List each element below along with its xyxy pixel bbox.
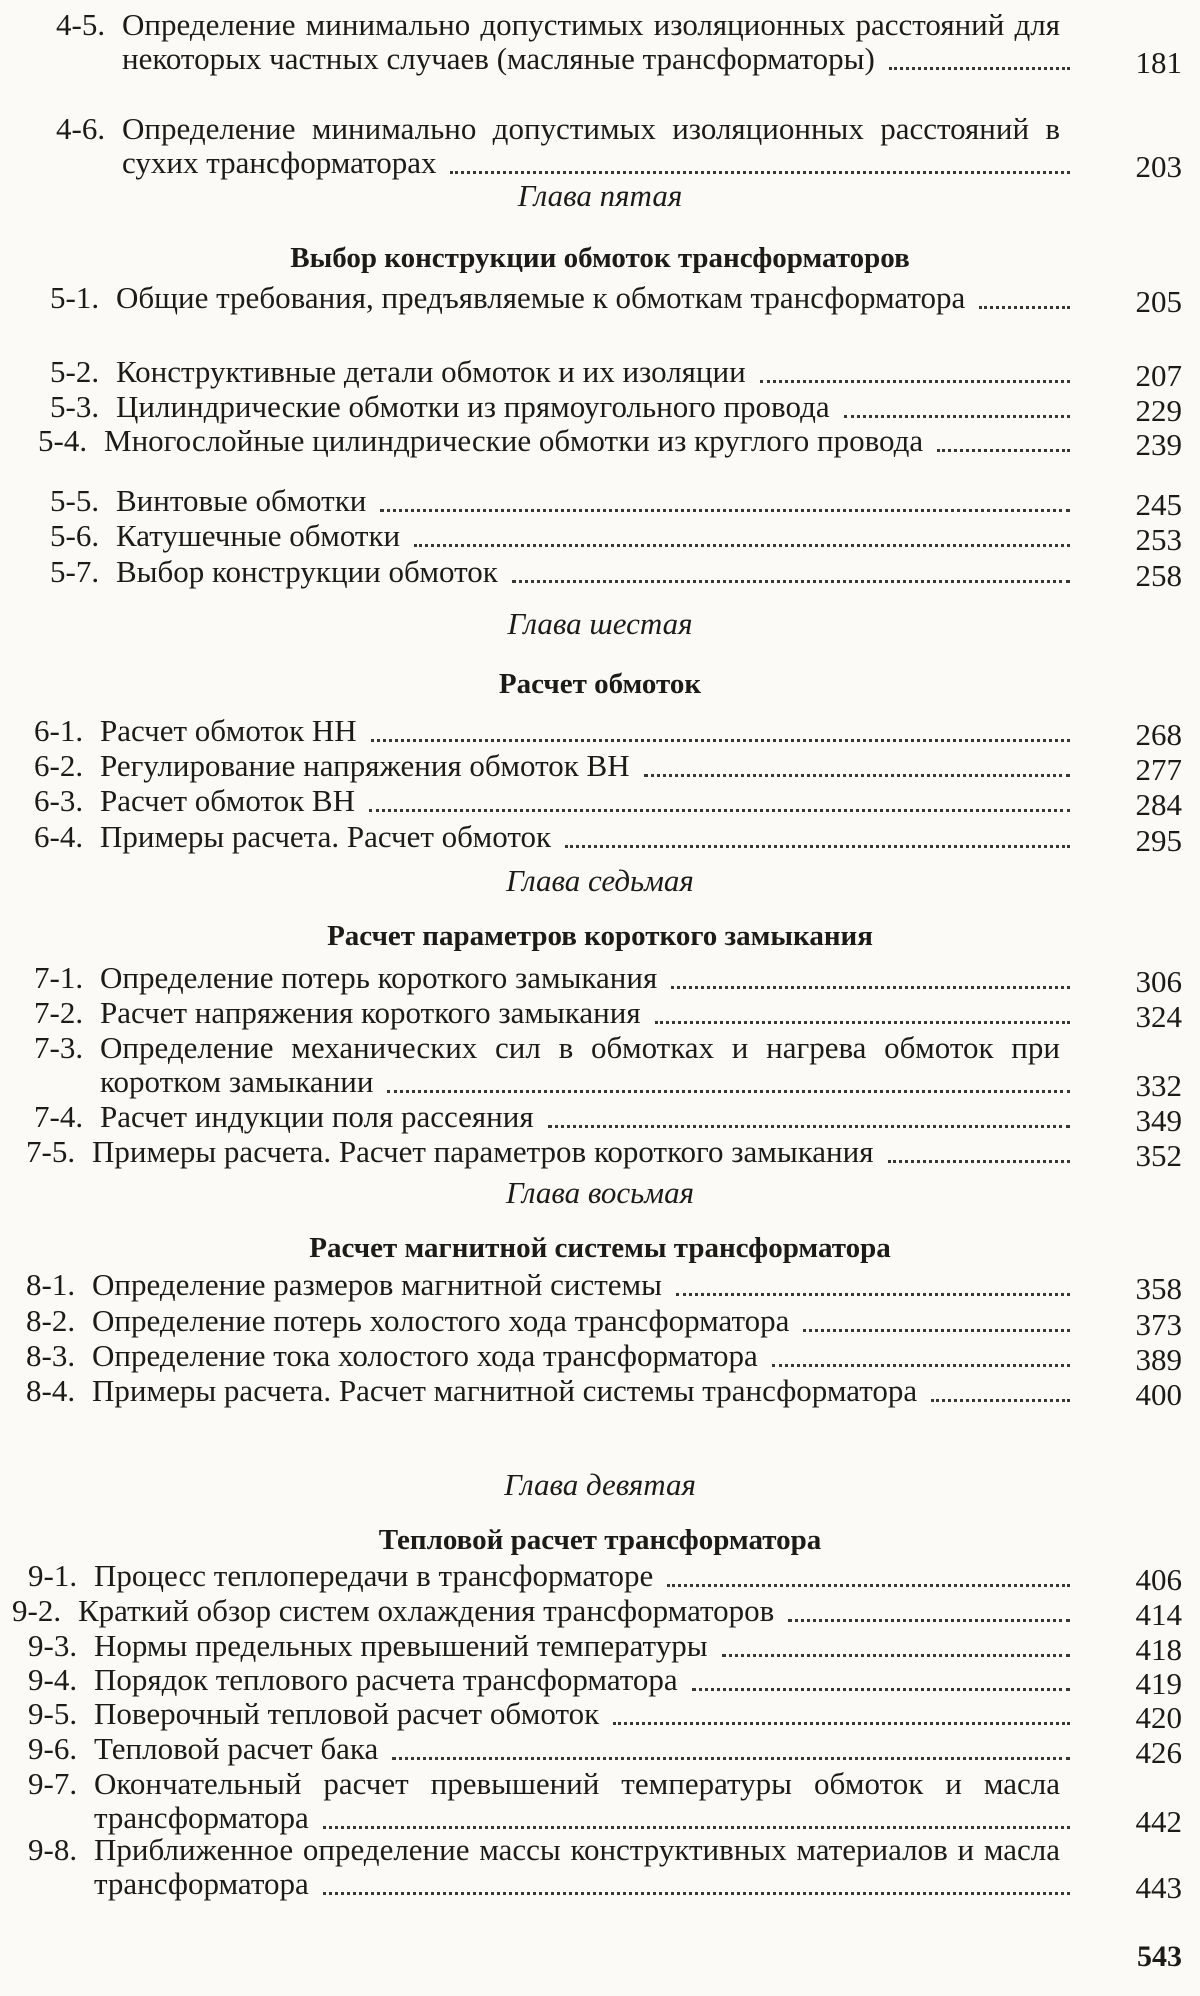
entry-number: 5-5.: [50, 483, 100, 518]
entry-page: 207: [1135, 358, 1182, 393]
entry-number: 8-4.: [26, 1373, 76, 1408]
entry-title: Расчет индукции поля рассеяния: [100, 1099, 534, 1134]
entry-page: 295: [1135, 823, 1182, 858]
dot-leader: [450, 171, 1070, 174]
entry-number: 5-3.: [50, 389, 100, 424]
dot-leader: [722, 1654, 1070, 1657]
entry-page: 426: [1135, 1735, 1182, 1770]
entry-number: 7-1.: [34, 960, 84, 995]
dot-leader: [671, 986, 1070, 989]
entry-number: 7-3.: [34, 1030, 84, 1065]
entry-number: 9-4.: [28, 1662, 78, 1697]
chapter-label: Глава восьмая: [506, 1175, 694, 1210]
entry-title: Определение потерь короткого замыкания: [100, 960, 658, 995]
dot-leader: [889, 67, 1070, 70]
dot-leader: [937, 449, 1070, 452]
entry-page: 352: [1135, 1138, 1182, 1173]
entry-page: 406: [1135, 1562, 1182, 1597]
entry-title: Окончательный расчет превышений температуры обмоток и масла трансформатора: [94, 1766, 1060, 1835]
entry-number: 7-4.: [34, 1099, 84, 1134]
chapter-label: Глава девятая: [504, 1467, 696, 1502]
dot-leader: [380, 509, 1070, 512]
chapter-title: Тепловой расчет трансформатора: [378, 1524, 822, 1556]
entry-page: 239: [1135, 427, 1182, 462]
entry-number: 4-6.: [56, 111, 106, 146]
entry-number: 9-5.: [28, 1696, 78, 1731]
dot-leader: [323, 1892, 1070, 1895]
entry-title: Примеры расчета. Расчет магнитной системы трансформатора: [92, 1373, 918, 1408]
entry-page: 181: [1135, 45, 1182, 80]
entry-title: Порядок теплового расчета трансформатора: [94, 1662, 678, 1697]
entry-number: 6-2.: [34, 748, 84, 783]
chapter-title: Расчет обмоток: [498, 668, 702, 700]
entry-page: 258: [1135, 558, 1182, 593]
entry-title: Тепловой расчет бака: [94, 1731, 379, 1766]
entry-page: 419: [1135, 1666, 1182, 1701]
entry-number: 8-1.: [26, 1267, 76, 1302]
entry-title: Многослойные цилиндрические обмотки из круглого провода: [104, 423, 924, 458]
entry-page: 389: [1135, 1342, 1182, 1377]
entry-page: 349: [1135, 1103, 1182, 1138]
entry-title: Примеры расчета. Расчет обмоток: [100, 819, 552, 854]
dot-leader: [644, 774, 1070, 777]
entry-number: 9-7.: [28, 1766, 78, 1801]
entry-page: 203: [1135, 149, 1182, 184]
dot-leader: [414, 544, 1070, 547]
entry-title: Определение механических сил в обмотках и нагрева обмоток при коротком замыкании: [100, 1030, 1060, 1099]
entry-title: Конструктивные детали обмоток и их изоляции: [116, 354, 746, 389]
entry-number: 5-2.: [50, 354, 100, 389]
entry-page: 358: [1135, 1271, 1182, 1306]
dot-leader: [844, 415, 1070, 418]
dot-leader: [512, 580, 1070, 583]
entry-page: 373: [1135, 1307, 1182, 1342]
page-number: 543: [1137, 1940, 1182, 1973]
entry-number: 9-8.: [28, 1832, 78, 1867]
chapter-label: Глава седьмая: [506, 863, 694, 898]
dot-leader: [979, 306, 1070, 309]
entry-page: 253: [1135, 522, 1182, 557]
entry-title: Расчет обмоток ВН: [100, 783, 355, 818]
entry-title: Процесс теплопередачи в трансформаторе: [94, 1558, 654, 1593]
entry-number: 6-1.: [34, 713, 84, 748]
entry-page: 418: [1135, 1632, 1182, 1667]
entry-number: 8-2.: [26, 1303, 76, 1338]
entry-title: Винтовые обмотки: [116, 483, 367, 518]
dot-leader: [371, 739, 1070, 742]
entry-page: 277: [1135, 752, 1182, 787]
entry-number: 5-1.: [50, 280, 100, 315]
entry-title: Приближенное определение массы конструктивных материалов и масла трансформатора: [94, 1832, 1060, 1901]
entry-title: Определение минимально допустимых изоляционных расстояний для некоторых частных случаев (масляные трансформаторы): [122, 7, 1060, 76]
dot-leader: [788, 1619, 1070, 1622]
entry-number: 8-3.: [26, 1338, 76, 1373]
dot-leader: [369, 809, 1070, 812]
entry-number: 9-6.: [28, 1731, 78, 1766]
entry-title: Расчет напряжения короткого замыкания: [100, 995, 641, 1030]
entry-number: 4-5.: [56, 7, 106, 42]
entry-title: Краткий обзор систем охлаждения трансформаторов: [78, 1593, 775, 1628]
entry-title: Регулирование напряжения обмоток ВН: [100, 748, 630, 783]
dot-leader: [772, 1364, 1070, 1367]
entry-page: 284: [1135, 787, 1182, 822]
chapter-title: Расчет магнитной системы трансформатора: [309, 1232, 891, 1264]
entry-number: 9-1.: [28, 1558, 78, 1593]
entry-page: 229: [1135, 393, 1182, 428]
entry-number: 5-6.: [50, 518, 100, 553]
entry-number: 6-4.: [34, 819, 84, 854]
entry-title: Нормы предельных превышений температуры: [94, 1628, 708, 1663]
entry-page: 245: [1135, 487, 1182, 522]
entry-page: 400: [1135, 1377, 1182, 1412]
entry-number: 9-3.: [28, 1628, 78, 1663]
entry-title: Определение тока холостого хода трансформатора: [92, 1338, 758, 1373]
entry-title: Определение размеров магнитной системы: [92, 1267, 663, 1302]
entry-page: 332: [1135, 1068, 1182, 1103]
entry-title: Выбор конструкции обмоток: [116, 554, 498, 589]
entry-title: Определение минимально допустимых изоляционных расстояний в сухих трансформаторах: [122, 111, 1060, 180]
entry-page: 268: [1135, 717, 1182, 752]
entry-number: 9-2.: [12, 1593, 62, 1628]
entry-title: Определение потерь холостого хода трансформатора: [92, 1303, 790, 1338]
entry-number: 5-4.: [38, 423, 88, 458]
dot-leader: [931, 1399, 1070, 1402]
dot-leader: [667, 1584, 1070, 1587]
dot-leader: [655, 1021, 1070, 1024]
entry-page: 420: [1135, 1700, 1182, 1735]
entry-title: Примеры расчета. Расчет параметров короткого замыкания: [92, 1134, 874, 1169]
chapter-title: Расчет параметров короткого замыкания: [327, 920, 873, 952]
entry-number: 5-7.: [50, 554, 100, 589]
entry-page: 414: [1135, 1597, 1182, 1632]
dot-leader: [676, 1293, 1070, 1296]
entry-page: 324: [1135, 999, 1182, 1034]
dot-leader: [613, 1722, 1070, 1725]
entry-title: Цилиндрические обмотки из прямоугольного провода: [116, 389, 830, 424]
dot-leader: [803, 1329, 1070, 1332]
chapter-title: Выбор конструкции обмоток трансформаторов: [290, 242, 910, 274]
entry-page: 306: [1135, 964, 1182, 999]
entry-page: 443: [1135, 1870, 1182, 1905]
entry-title: Общие требования, предъявляемые к обмоткам трансформатора: [116, 280, 966, 315]
chapter-label: Глава шестая: [507, 606, 693, 641]
chapter-label: Глава пятая: [517, 178, 683, 213]
entry-title: Расчет обмоток НН: [100, 713, 357, 748]
entry-page: 442: [1135, 1804, 1182, 1839]
dot-leader: [323, 1826, 1070, 1829]
dot-leader: [760, 380, 1070, 383]
dot-leader: [387, 1090, 1070, 1093]
entry-number: 7-5.: [26, 1134, 76, 1169]
entry-title: Катушечные обмотки: [116, 518, 401, 553]
dot-leader: [548, 1125, 1070, 1128]
dot-leader: [392, 1757, 1070, 1760]
dot-leader: [692, 1688, 1070, 1691]
entry-page: 205: [1135, 284, 1182, 319]
entry-title: Поверочный тепловой расчет обмоток: [94, 1696, 600, 1731]
entry-number: 7-2.: [34, 995, 84, 1030]
entry-number: 6-3.: [34, 783, 84, 818]
dot-leader: [888, 1160, 1071, 1163]
dot-leader: [565, 845, 1070, 848]
